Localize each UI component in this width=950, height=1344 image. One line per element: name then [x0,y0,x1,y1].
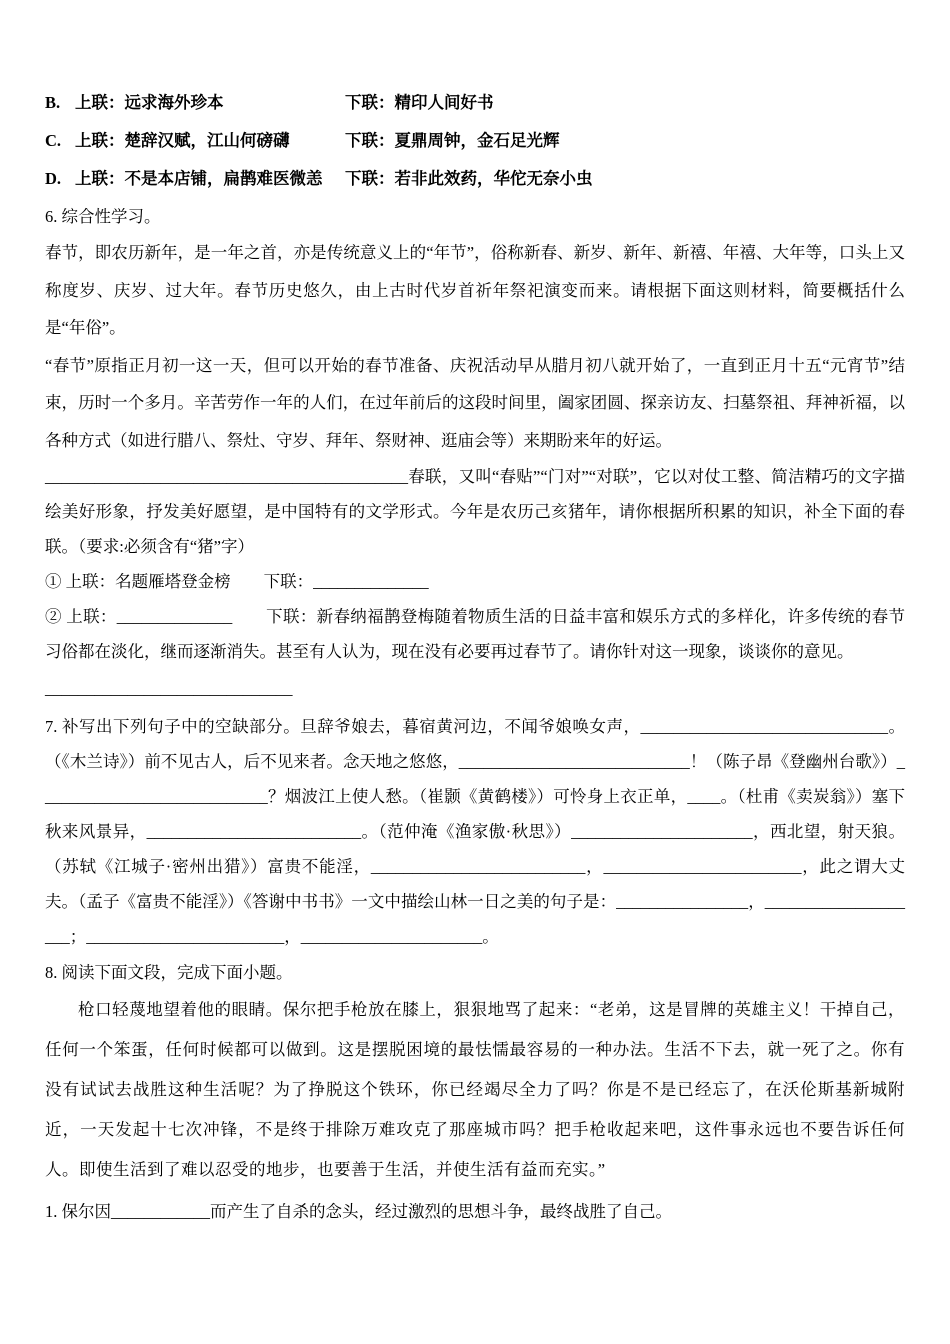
question-7-text: 7. 补写出下列句子中的空缺部分。旦辞爷娘去，暮宿黄河边，不闻爷娘唤女声，______________________________。（《木兰诗》）前不见古人，后不见来者。念天地之悠悠，____________________________！（陈子昂《登幽州台歌》）____________________________？烟波江上使人愁。（崔颢《黄鹤楼》）可怜身上衣正单，____。（杜甫《卖炭翁》）塞下秋来风景异，__________________________。（范仲淹《渔家傲·秋思》）______________________，西北望，射天狼。（苏轼《江城子·密州出猎》）富贵不能淫，__________________________，________________________，此之谓大丈夫。（孟子《富贵不能淫》）《答谢中书书》一文中描绘山林一日之美的句子是：________________，____________________；________________________，______________________。 [45,717,905,946]
question-8-title: 8. 阅读下面文段，完成下面小题。 [45,963,293,982]
option-row-d [45,160,905,198]
option-lower-couplet: 下联：若非此效药，华佗无奈小虫 [345,169,593,188]
option-letter: D. [45,169,62,188]
option-upper-couplet: 上联：楚辞汉赋，江山何磅礴 [75,131,290,150]
option-letter: C. [45,131,62,150]
option-letter: B. [45,93,61,112]
option-lower-couplet: 下联：精印人间好书 [345,93,494,112]
question-6-answer-blank: ______________________________ [45,679,293,698]
question-6-title: 6. 综合性学习。 [45,207,161,226]
question-8-passage: 枪口轻蔑地望着他的眼睛。保尔把手枪放在膝上，狠狠地骂了起来：“老弟，这是冒牌的英雄主义！干掉自己，任何一个笨蛋，任何时候都可以做到。这是摆脱困境的最怯懦最容易的一种办法。生活不下去，就一死了之。你有没有试试去战胜这种生活呢？为了挣脱这个铁环，你已经竭尽全力了吗？你是不是已经忘了，在沃伦斯基新城附近，一天发起十七次冲锋，不是终于排除万难攻克了那座城市吗？把手枪收起来吧，这件事永远也不要告诉任何人。即使生活到了难以忍受的地步，也要善于生活，并使生活有益而充实。” [45,1000,905,1179]
option-upper-couplet: 上联：不是本店铺，扁鹊难医微恙 [75,169,323,188]
option-lower-couplet: 下联：夏鼎周钟，金石足光辉 [345,131,560,150]
option-row-c [45,122,905,160]
question-6-material: “春节”原指正月初一这一天，但可以开始的春节准备、庆祝活动早从腊月初八就开始了，一直到正月十五“元宵节”结束，历时一个多月。辛苦劳作一年的人们，在过年前后的这段时间里，阖家团圆、探亲访友、扫墓祭祖、拜神祈福，以各种方式（如进行腊八、祭灶、守岁、拜年、祭财神、逛庙会等）来期盼来年的好运。 [45,355,905,450]
question-6-intro: 春节，即农历新年，是一年之首，亦是传统意义上的“年节”，俗称新春、新岁、新年、新禧、年禧、大年等，口头上又称度岁、庆岁、过大年。春节历史悠久，由上古时代岁首祈年祭祀演变而来。请根据下面这则材料，简要概括什么是“年俗”。 [45,243,905,337]
question-6-couplet-item-2: ② 上联：______________ 下联：新春纳福鹊登梅随着物质生活的日益丰富和娱乐方式的多样化，许多传统的春节习俗都在淡化，继而逐渐消失。甚至有人认为，现在没有必要再过春节了。请你针对这一现象，谈谈你的意见。 [45,607,905,661]
question-6-couplet-item-1: ① 上联：名题雁塔登金榜 下联：______________ [45,572,429,591]
question-8-sub-1: 1. 保尔因____________而产生了自杀的念头，经过激烈的思想斗争，最终战胜了自己。 [45,1202,672,1221]
question-6-couplet-intro: ____________________________________________春联，又叫“春贴”“门对”“对联”，它以对仗工整、简洁精巧的文字描绘美好形象，抒发美好愿望，是中国特有的文学形式。今年是农历己亥猪年，请你根据所积累的知识，补全下面的春联。（要求:必须含有“猪”字） [45,467,905,556]
option-row-b [45,84,905,122]
option-upper-couplet: 上联：远求海外珍本 [75,93,224,112]
